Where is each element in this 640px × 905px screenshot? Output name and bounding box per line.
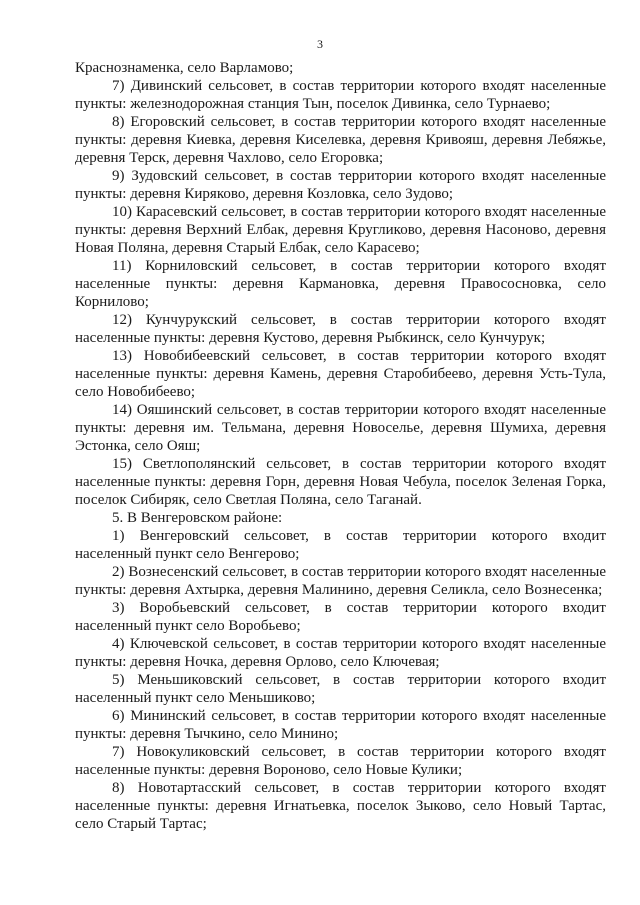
- paragraph-zudovsky: 9) Зудовский сельсовет, в состав территории которого входят населенные пункты: деревня Киряково, деревня Козловка, село Зудово;: [75, 168, 606, 202]
- paragraph-novokulikovsky: 7) Новокуликовский сельсовет, в состав территории которого входят населенные пункты: деревня Вороново, село Новые Кулики;: [75, 744, 606, 778]
- paragraph-continuation: Краснознаменка, село Варламово;: [75, 60, 294, 76]
- document-body: [75, 59, 606, 833]
- paragraph-mininsky: 6) Мининский сельсовет, в состав территории которого входят населенные пункты: деревня Тычкино, село Минино;: [75, 708, 606, 742]
- paragraph-karasevsky: 10) Карасевский сельсовет, в состав территории которого входят населенные пункты: деревня Верхний Елбак, деревня Кругликово, деревня Насоново, деревня Новая Поляна, деревня Старый Елбак, село Карасево;: [75, 204, 606, 256]
- paragraph-klyuchevskoy: 4) Ключевской сельсовет, в состав территории которого входят населенные пункты: деревня Ночка, деревня Орлово, село Ключевая;: [75, 636, 606, 670]
- paragraph-voznesensky: 2) Вознесенский сельсовет, в состав территории которого входят населенные пункты: деревня Ахтырка, деревня Малинино, деревня Селикла, село Вознесенка;: [75, 564, 606, 598]
- paragraph-vengerovsky: 1) Венгеровский сельсовет, в состав территории которого входит населенный пункт село Венгерово;: [75, 528, 606, 562]
- page-number: 3: [317, 37, 323, 51]
- paragraph-novobibeevsky: 13) Новобибеевский сельсовет, в состав территории которого входят населенные пункты: деревня Камень, деревня Старобибеево, деревня Усть-Тула, село Новобибеево;: [75, 348, 606, 400]
- paragraph-menshikovsky: 5) Меньшиковский сельсовет, в состав территории которого входит населенный пункт село Меньшиково;: [75, 672, 606, 706]
- paragraph-novotartassky: 8) Новотартасский сельсовет, в состав территории которого входят населенные пункты: деревня Игнатьевка, поселок Зыково, село Новый Тартас, село Старый Тартас;: [75, 780, 606, 832]
- paragraph-svetlopolyansky: 15) Светлополянский сельсовет, в состав территории которого входят населенные пункты: деревня Горн, деревня Новая Чебула, поселок Зеленая Горка, поселок Сибиряк, село Светлая Поляна, село Таганай.: [75, 456, 606, 508]
- paragraph-oyashinsky: 14) Ояшинский сельсовет, в состав территории которого входят населенные пункты: деревня им. Тельмана, деревня Новоселье, деревня Шумиха, деревня Эстонка, село Ояш;: [75, 402, 606, 454]
- paragraph-divinsky: 7) Дивинский сельсовет, в состав территории которого входят населенные пункты: железнодорожная станция Тын, поселок Дивинка, село Турнаево;: [75, 78, 606, 112]
- paragraph-kunchuruksky: 12) Кунчурукский сельсовет, в состав территории которого входят населенные пункты: деревня Кустово, деревня Рыбкинск, село Кунчурук;: [75, 312, 606, 346]
- paragraph-egorovsky: 8) Егоровский сельсовет, в состав территории которого входят населенные пункты: деревня Киевка, деревня Киселевка, деревня Кривояш, деревня Лебяжье, деревня Терск, деревня Чахлово, село Егоровка;: [75, 114, 606, 166]
- section-heading-vengerovsky: 5. В Венгеровском районе:: [112, 510, 283, 526]
- paragraph-vorobyevsky: 3) Воробьевский сельсовет, в состав территории которого входит населенный пункт село Воробьево;: [75, 600, 606, 634]
- paragraph-kornilovsky: 11) Корниловский сельсовет, в состав территории которого входят населенные пункты: деревня Кармановка, деревня Правососновка, село Корнилово;: [75, 258, 606, 310]
